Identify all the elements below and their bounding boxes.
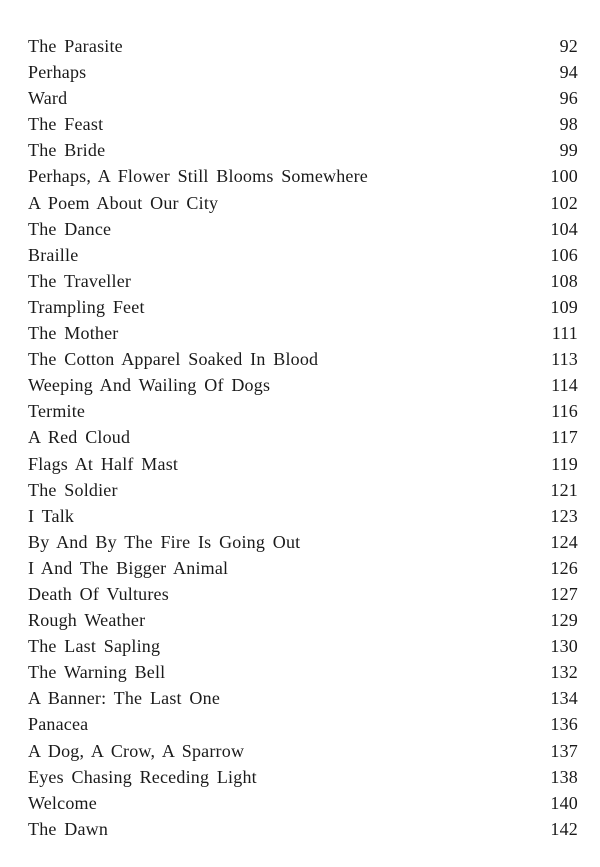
toc-entry-page: 119 — [551, 453, 578, 474]
toc-entry-page: 92 — [559, 36, 578, 56]
toc-entry-title: A Dog, A Crow, A Sparrow — [28, 740, 245, 761]
toc-entry-title: By And By The Fire Is Going Out — [28, 531, 301, 552]
toc-entry-title: Rough Weather — [28, 610, 146, 631]
toc-entry — [28, 555, 578, 581]
toc-entry-title: The Feast — [28, 114, 104, 135]
toc-entry — [28, 685, 578, 711]
toc-entry-title: The Warning Bell — [28, 662, 166, 683]
toc-entry-page: 109 — [550, 296, 578, 317]
toc-entry-page: 99 — [559, 140, 578, 161]
toc-entry — [28, 398, 578, 424]
toc-entry-page: 113 — [551, 349, 578, 370]
toc-entry — [28, 764, 578, 790]
toc-entry-page: 121 — [550, 479, 578, 500]
toc-entry-title: The Soldier — [28, 479, 118, 500]
toc-entry — [28, 659, 578, 685]
toc-entry-page: 132 — [550, 662, 578, 683]
toc-entry — [28, 190, 578, 216]
toc-entry — [28, 738, 578, 764]
toc-entry-title: The Parasite — [28, 36, 123, 56]
toc-entry-page: 126 — [550, 557, 578, 578]
toc-entry — [28, 503, 578, 529]
toc-entry-page: 117 — [551, 427, 578, 448]
toc-entry — [28, 372, 578, 398]
toc-entry-title: The Bride — [28, 140, 106, 161]
toc-entry-title: The Dawn — [28, 818, 109, 839]
toc-entry-title: A Banner: The Last One — [28, 688, 221, 709]
toc-entry-title: Flags At Half Mast — [28, 453, 179, 474]
toc-entry-page: 96 — [559, 88, 578, 109]
toc-entry-title: Eyes Chasing Receding Light — [28, 766, 257, 787]
toc-entry-title: Ward — [28, 88, 68, 109]
toc-entry — [28, 163, 578, 189]
toc-entry — [28, 581, 578, 607]
toc-entry — [28, 216, 578, 242]
toc-entry-page: 111 — [551, 323, 578, 344]
toc-entry — [28, 477, 578, 503]
toc-entry — [28, 346, 578, 372]
toc-entry — [28, 607, 578, 633]
toc-entry-title: The Mother — [28, 323, 119, 344]
toc-entry-title: I Talk — [28, 505, 75, 526]
toc-entry-page: 140 — [550, 792, 578, 813]
toc-entry-title: The Dance — [28, 218, 112, 239]
toc-entry-page: 137 — [550, 740, 578, 761]
table-of-contents — [28, 33, 578, 842]
toc-entry — [28, 424, 578, 450]
toc-entry-title: I And The Bigger Animal — [28, 557, 229, 578]
toc-entry-page: 94 — [559, 62, 578, 83]
toc-entry-title: The Traveller — [28, 270, 132, 291]
toc-entry-title: The Cotton Apparel Soaked In Blood — [28, 349, 319, 370]
toc-entry-page: 123 — [550, 505, 578, 526]
toc-entry-title: Perhaps, A Flower Still Blooms Somewhere — [28, 166, 368, 187]
toc-entry — [28, 85, 578, 111]
toc-entry — [28, 294, 578, 320]
toc-entry-page: 138 — [550, 766, 578, 787]
toc-entry-title: The Last Sapling — [28, 636, 161, 657]
toc-entry — [28, 59, 578, 85]
toc-entry — [28, 633, 578, 659]
toc-entry — [28, 111, 578, 137]
toc-entry — [28, 451, 578, 477]
toc-entry-page: 136 — [550, 714, 578, 735]
toc-entry — [28, 790, 578, 816]
toc-entry-page: 127 — [550, 583, 578, 604]
toc-entry-title: A Poem About Our City — [28, 192, 219, 213]
toc-entry-title: Perhaps — [28, 62, 87, 83]
toc-entry-title: A Red Cloud — [28, 427, 131, 448]
toc-entry — [28, 711, 578, 737]
toc-entry-title: Trampling Feet — [28, 296, 145, 317]
toc-entry-title: Welcome — [28, 792, 97, 813]
toc-entry-title: Death Of Vultures — [28, 583, 169, 604]
toc-entry-page: 124 — [550, 531, 578, 552]
toc-entry-title: Termite — [28, 401, 86, 422]
toc-entry-page: 134 — [550, 688, 578, 709]
toc-entry — [28, 529, 578, 555]
toc-entry-page: 114 — [551, 375, 578, 396]
toc-entry — [28, 320, 578, 346]
toc-entry-page: 142 — [550, 818, 578, 839]
toc-entry — [28, 816, 578, 842]
toc-entry — [28, 33, 578, 59]
toc-entry-page: 100 — [550, 166, 578, 187]
toc-entry-title: Braille — [28, 244, 79, 265]
toc-entry-page: 106 — [550, 244, 578, 265]
toc-entry-title: Panacea — [28, 714, 89, 735]
toc-entry-page: 98 — [559, 114, 578, 135]
toc-entry-page: 102 — [550, 192, 578, 213]
toc-entry — [28, 268, 578, 294]
toc-entry-page: 104 — [550, 218, 578, 239]
toc-entry — [28, 137, 578, 163]
toc-entry-page: 130 — [550, 636, 578, 657]
toc-entry-title: Weeping And Wailing Of Dogs — [28, 375, 271, 396]
toc-entry-page: 116 — [551, 401, 578, 422]
toc-entry — [28, 242, 578, 268]
toc-entry-page: 108 — [550, 270, 578, 291]
toc-entry-page: 129 — [550, 610, 578, 631]
